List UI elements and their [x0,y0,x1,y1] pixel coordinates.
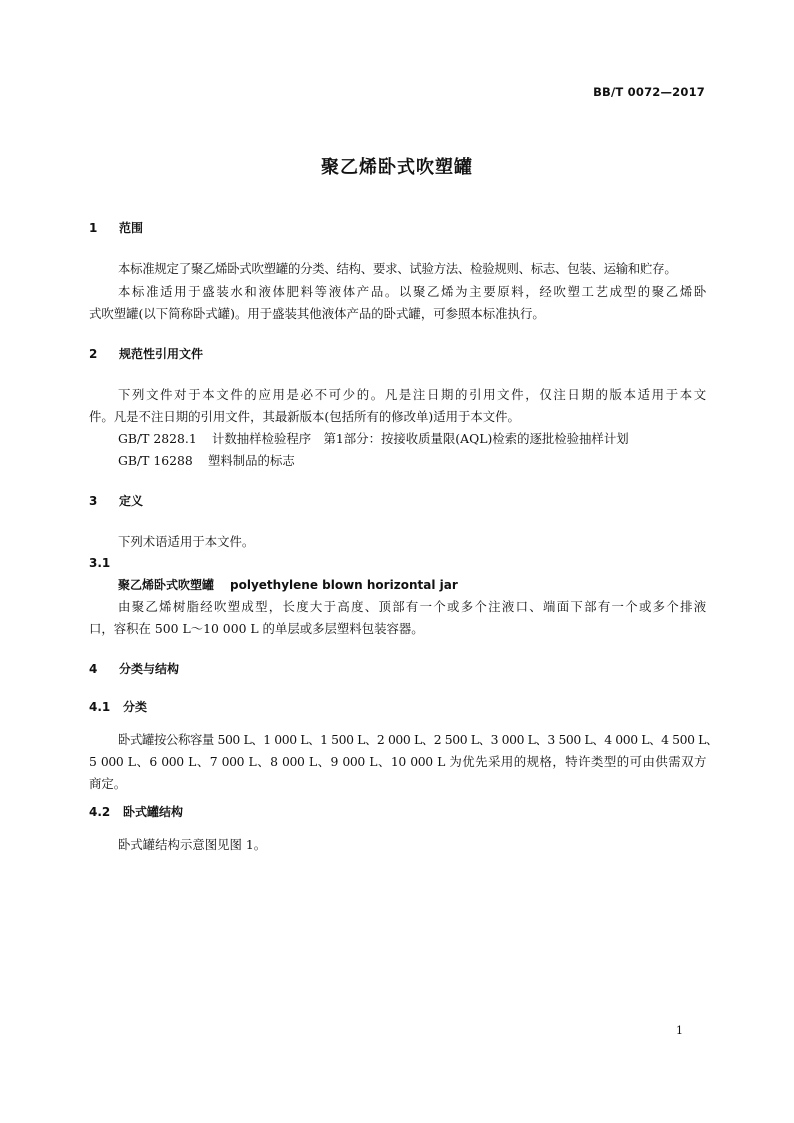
section-number: 4.1 [89,700,111,714]
paragraph-line: 下列文件对于本文件的应用是必不可少的。凡是注日期的引用文件，仅注日期的版本适用于本文 [118,387,706,402]
term-english: polyethylene blown horizontal jar [230,578,458,592]
reference-code: GB/T 2828.1 [118,431,197,446]
section-3-heading [89,492,143,509]
term-chinese: 聚乙烯卧式吹塑罐 [118,578,215,592]
subsection-number: 3.1 [89,556,111,570]
paragraph: 本标准规定了聚乙烯卧式吹塑罐的分类、结构、要求、试验方法、检验规则、标志、包装、运输和贮存。 [118,261,677,276]
subsection-4-2-heading [89,803,183,820]
definition-line: 口，容积在 500 L～10 000 L 的单层或多层塑料包装容器。 [89,621,424,636]
section-title: 分类与结构 [119,662,180,676]
paragraph-line: 商定。 [89,776,127,791]
section-number: 4 [89,662,98,676]
definition-line: 由聚乙烯树脂经吹塑成型，长度大于高度、顶部有一个或多个注液口、端面下部有一个或多个排液 [118,599,706,614]
paragraph-line: 式吹塑罐(以下简称卧式罐)。用于盛装其他液体产品的卧式罐，可参照本标准执行。 [89,306,545,321]
term-entry [118,576,458,593]
section-number: 3 [89,494,98,508]
section-title: 分类 [123,700,148,714]
section-number: 2 [89,347,98,361]
document-title: 聚乙烯卧式吹塑罐 [321,157,473,178]
standard-code: BB/T 0072—2017 [593,85,705,99]
section-number: 4.2 [89,805,111,819]
section-title: 定义 [119,494,144,508]
paragraph: 卧式罐结构示意图见图 1。 [118,837,267,852]
section-4-heading [89,660,179,677]
section-title: 卧式罐结构 [123,805,184,819]
subsection-4-1-heading [89,698,147,715]
reference-item [118,429,629,447]
reference-item [118,451,295,469]
section-title: 规范性引用文件 [119,347,204,361]
paragraph: 下列术语适用于本文件。 [118,534,255,549]
page-number: 1 [676,1024,683,1037]
reference-code: GB/T 16288 [118,453,193,468]
paragraph-line: 卧式罐按公称容量 500 L、1 000 L、1 500 L、2 000 L、2 500 L、3 000 L、3 500 L、4 000 L、4 500 L、 [118,732,718,747]
paragraph-line: 件。凡是不注日期的引用文件，其最新版本(包括所有的修改单)适用于本文件。 [89,409,520,424]
section-number: 1 [89,221,98,235]
paragraph-line: 5 000 L、6 000 L、7 000 L、8 000 L、9 000 L、10 000 L 为优先采用的规格，特许类型的可由供需双方 [89,754,706,769]
section-2-heading [89,345,203,362]
reference-title: 塑料制品的标志 [208,453,295,468]
section-1-heading [89,219,143,236]
paragraph-line: 本标准适用于盛装水和液体肥料等液体产品。以聚乙烯为主要原料，经吹塑工艺成型的聚乙烯卧 [118,284,706,299]
section-title: 范围 [119,221,144,235]
reference-title: 计数抽样检验程序 第1部分：按接收质量限(AQL)检索的逐批检验抽样计划 [212,431,629,446]
